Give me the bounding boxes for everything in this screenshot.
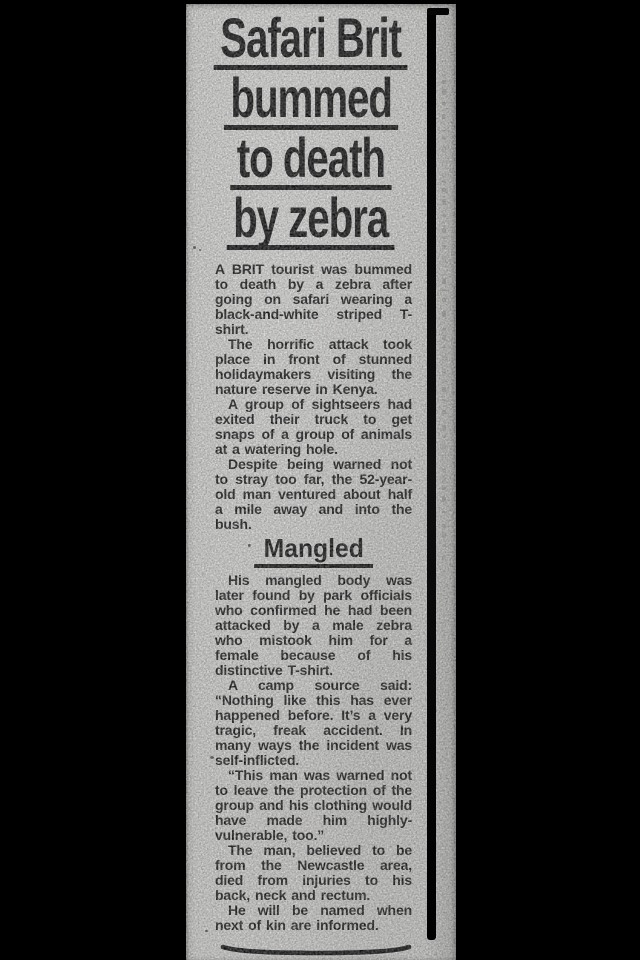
scan-artifact-dot: [199, 249, 201, 251]
margin-microtext-mark: [442, 75, 446, 77]
margin-microtext-mark: [442, 356, 446, 360]
column-rule-vertical: [427, 11, 436, 940]
article-paragraph: The horrific attack took place in front of stunned holidaymakers visiting the nature reserve in Kenya.: [215, 336, 412, 397]
margin-microtext-mark: [442, 173, 446, 178]
scan-artifact-dot: [193, 246, 196, 249]
margin-microtext-mark: [442, 476, 446, 482]
article-paragraph: A group of sightseers had exited their truck to get snaps of a group of animals at a watering hole.: [215, 396, 412, 457]
margin-microtext-mark: [442, 214, 446, 217]
margin-microtext-mark: [442, 387, 446, 392]
margin-microtext-mark: [442, 497, 446, 502]
margin-microtext-mark: [442, 80, 446, 84]
margin-microtext-mark: [442, 379, 446, 382]
headline-line: [214, 6, 408, 70]
margin-microtext-mark: [442, 199, 446, 205]
newspaper-clipping: [186, 4, 456, 960]
margin-microtext-mark: [442, 89, 446, 95]
margin-microtext-mark: [442, 279, 446, 284]
article-paragraph: A camp source said: “Nothing like this has ever happened before. It’s a very tragic, freak accident. In many ways the incident was self-inflicted.: [215, 677, 412, 768]
headline-text: Safari Brit: [220, 6, 402, 69]
bottom-rule: [220, 942, 412, 958]
article-paragraph: Despite being warned not to stray too far, the 52-year-old man ventured about half a mile away and into the bush.: [215, 456, 412, 532]
headline-line: [224, 66, 398, 130]
clipping-content: [186, 4, 456, 960]
margin-microtext-mark: [442, 346, 446, 348]
margin-microtext-mark: [442, 469, 446, 473]
margin-microtext-mark: [442, 425, 446, 431]
headline-text: bummed: [230, 66, 392, 129]
margin-microtext-mark: [442, 511, 446, 513]
column-rule-cap: [427, 8, 449, 15]
margin-microtext-mark: [442, 273, 446, 276]
margin-microtext-mark: [442, 160, 446, 163]
margin-microtext-mark: [442, 570, 446, 572]
subhead-row: [215, 533, 412, 568]
margin-microtext-mark: [442, 328, 446, 331]
headline-text: to death: [236, 126, 386, 189]
margin-microtext-mark: [442, 136, 446, 140]
article-body: [215, 262, 412, 933]
margin-microtext-mark: [442, 370, 446, 376]
margin-microtext-mark: [442, 532, 446, 538]
margin-microtext-mark: [442, 444, 446, 449]
margin-microtext-mark: [442, 130, 446, 132]
headline-text: by zebra: [233, 186, 389, 249]
margin-microtext-mark: [442, 298, 446, 302]
scan-artifact-dot: [205, 930, 208, 932]
headline-line: [227, 186, 395, 250]
margin-microtext-mark: [442, 524, 446, 528]
margin-microtext-mark: [442, 257, 446, 263]
margin-microtext-mark: [442, 435, 446, 438]
margin-microtext-mark: [442, 102, 446, 105]
margin-microtext: [441, 75, 447, 905]
scan-artifact-dot: [248, 544, 251, 547]
article-paragraph: “This man was warned not to leave the protection of the group and his clothing would have made him highly-vulnerable, too.”: [215, 767, 412, 843]
headline-line: [230, 126, 391, 190]
margin-microtext-mark: [442, 146, 446, 152]
subhead: Mangled: [254, 536, 373, 568]
margin-microtext-mark: [442, 245, 446, 249]
margin-microtext-mark: [442, 457, 446, 459]
margin-microtext-mark: [442, 311, 446, 317]
article-paragraph: The man, believed to be from the Newcastle area, died from injuries to his back, neck and rectum.: [215, 842, 412, 903]
article-paragraph: A BRIT tourist was bummed to death by a zebra after going on safari wearing a black-and-white striped T-shirt.: [215, 261, 412, 337]
margin-microtext-mark: [442, 237, 446, 239]
headline: [210, 6, 412, 253]
margin-microtext-mark: [442, 410, 446, 414]
scan-artifact-dot: [210, 756, 214, 759]
margin-microtext-mark: [442, 544, 446, 547]
margin-microtext-mark: [442, 555, 446, 560]
margin-microtext-mark: [442, 228, 446, 233]
margin-microtext-mark: [442, 181, 446, 183]
margin-microtext-mark: [442, 289, 446, 291]
article-paragraph: His mangled body was later found by park officials who confirmed he had been attacked by a male zebra who mistook him for a female because of his distinctive T-shirt.: [215, 572, 412, 678]
article-paragraph: He will be named when next of kin are informed.: [215, 902, 412, 933]
margin-microtext-mark: [442, 188, 446, 192]
margin-microtext-mark: [442, 114, 446, 119]
margin-microtext-mark: [442, 399, 446, 401]
margin-microtext-mark: [442, 487, 446, 490]
margin-microtext-mark: [442, 335, 446, 340]
